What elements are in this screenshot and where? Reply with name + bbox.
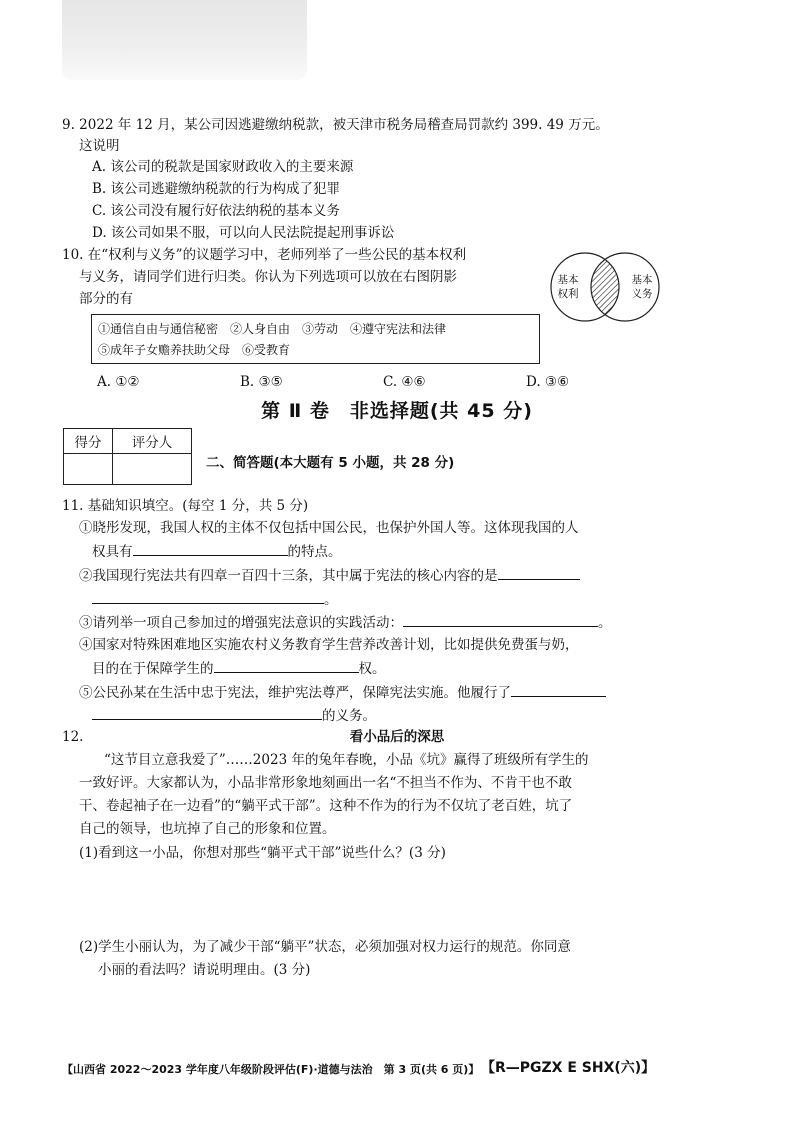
q11-item3 — [79, 613, 612, 632]
q10-stem-line2: 与义务，请同学们进行归类。你认为下列选项可以放在右图阴影 — [79, 269, 457, 285]
q11-item4-post: 权。 — [358, 661, 386, 677]
q11-item1-line1: ①晓彤发现，我国人权的主体不仅包括中国公民，也保护外国人等。这体现我国的人 — [79, 520, 579, 536]
q10-items-line1: ①通信自由与通信秘密 ②人身自由 ③劳动 ④遵守宪法和法律 — [98, 322, 447, 336]
venn-diagram — [543, 251, 667, 323]
q11-item3-text: ③请列举一项自己参加过的增强宪法意识的实践活动： — [79, 615, 403, 631]
q10-option-a: A. ①② — [97, 374, 140, 390]
q11-blank2a[interactable] — [498, 566, 580, 580]
venn-label-rights: 基本权利 — [557, 274, 579, 300]
q10-stem-line3: 部分的有 — [79, 291, 133, 307]
q11-item5-post: 的义务。 — [322, 708, 376, 724]
score-table — [63, 428, 192, 485]
q12-para-line2: 一致好评。大家都认为，小品非常形象地刻画出一名“不担当不作为、不肯干也不敢 — [79, 775, 572, 791]
section2-title: 二、简答题(本大题有 5 小题，共 28 分) — [206, 455, 455, 471]
q12-para-line3: 干、卷起袖子在一边看”的“躺平式干部”。这种不作为的行为不仅坑了老百姓，坑了 — [79, 798, 573, 814]
q12-number: 12. — [62, 729, 84, 745]
q11-item5-line1 — [79, 683, 606, 702]
q11-item5-text: ⑤公民孙某在生活中忠于宪法，维护宪法尊严，保障宪法实施。他履行了 — [79, 685, 511, 701]
part2-heading: 第 Ⅱ 卷 非选择题(共 45 分) — [261, 400, 533, 422]
q9-stem-line2: 这说明 — [79, 138, 120, 154]
q11-blank1[interactable] — [133, 542, 288, 556]
scan-smudge — [62, 0, 307, 80]
q11-blank5b[interactable] — [92, 706, 322, 720]
q12-para-line1: “这节目立意我爱了”……2023 年的兔年春晚，小品《坑》赢得了班级所有学生的 — [104, 752, 589, 768]
q11-item2-line2 — [92, 590, 338, 609]
q10-option-d: D. ③⑥ — [526, 374, 570, 390]
grader-header: 评分人 — [113, 429, 192, 454]
footer-left: 【山西省 2022～2023 学年度八年级阶段评估(F)·道德与法治 第 3 页(共 6 页)】 — [62, 1063, 480, 1076]
score-cell — [64, 454, 113, 485]
q9-stem-line1: 9. 2022 年 12 月，某公司因逃避缴纳税款，被天津市税务局稽查局罚款约 399. 49 万元。 — [62, 117, 609, 133]
q11-item4-pre: 目的在于保障学生的 — [92, 661, 214, 677]
q10-stem-line1: 10. 在“权利与义务”的议题学习中，老师列举了一些公民的基本权利 — [62, 247, 467, 263]
q9-option-b: B. 该公司逃避缴纳税款的行为构成了犯罪 — [92, 181, 341, 197]
q11-item2-text: ②我国现行宪法共有四章一百四十三条，其中属于宪法的核心内容的是 — [79, 568, 498, 584]
q10-option-b: B. ③⑤ — [240, 374, 283, 390]
footer-right: 【R—PGZX E SHX(六)】 — [481, 1060, 656, 1076]
q12-sub1: (1)看到这一小品，你想对那些“躺平式干部”说些什么？(3 分) — [79, 845, 446, 861]
q10-option-c: C. ④⑥ — [383, 374, 426, 390]
score-header: 得分 — [64, 429, 113, 454]
q12-para-line4: 自己的领导，也坑掉了自己的形象和位置。 — [79, 821, 336, 837]
q11-item5-line2 — [92, 706, 376, 725]
q11-blank5a[interactable] — [511, 683, 606, 697]
q11-item3-end: 。 — [598, 615, 612, 631]
q12-sub2-line2: 小丽的看法吗？请说明理由。(3 分) — [98, 962, 311, 978]
q11-item4-line2 — [92, 659, 386, 678]
q11-item2-line1 — [79, 566, 580, 585]
q11-blank3[interactable] — [403, 613, 598, 627]
venn-label-duties: 基本义务 — [631, 274, 653, 300]
q11-item1-pre: 权具有 — [92, 544, 133, 560]
q11-item1-line2 — [92, 542, 342, 561]
q9-option-a: A. 该公司的税款是国家财政收入的主要来源 — [92, 159, 354, 175]
q11-item2-end: 。 — [324, 592, 338, 608]
q10-items-line2: ⑤成年子女赡养扶助父母 ⑥受教育 — [98, 343, 291, 357]
q11-item4-line1: ④国家对特殊困难地区实施农村义务教育学生营养改善计划，比如提供免费蛋与奶， — [79, 637, 579, 653]
q11-title: 11. 基础知识填空。(每空 1 分，共 5 分) — [62, 498, 309, 514]
q11-blank2b[interactable] — [92, 590, 324, 604]
q11-blank4[interactable] — [214, 659, 359, 673]
grader-cell — [113, 454, 192, 485]
q11-item1-post: 的特点。 — [287, 544, 342, 560]
q10-items-box — [91, 314, 540, 364]
q12-sub2-line1: (2)学生小丽认为，为了减少干部“躺平”状态，必须加强对权力运行的规范。你同意 — [79, 939, 571, 955]
q9-option-d: D. 该公司如果不服，可以向人民法院提起刑事诉讼 — [92, 225, 395, 241]
q9-option-c: C. 该公司没有履行好依法纳税的基本义务 — [92, 203, 340, 219]
q12-title: 看小品后的深思 — [349, 729, 445, 745]
